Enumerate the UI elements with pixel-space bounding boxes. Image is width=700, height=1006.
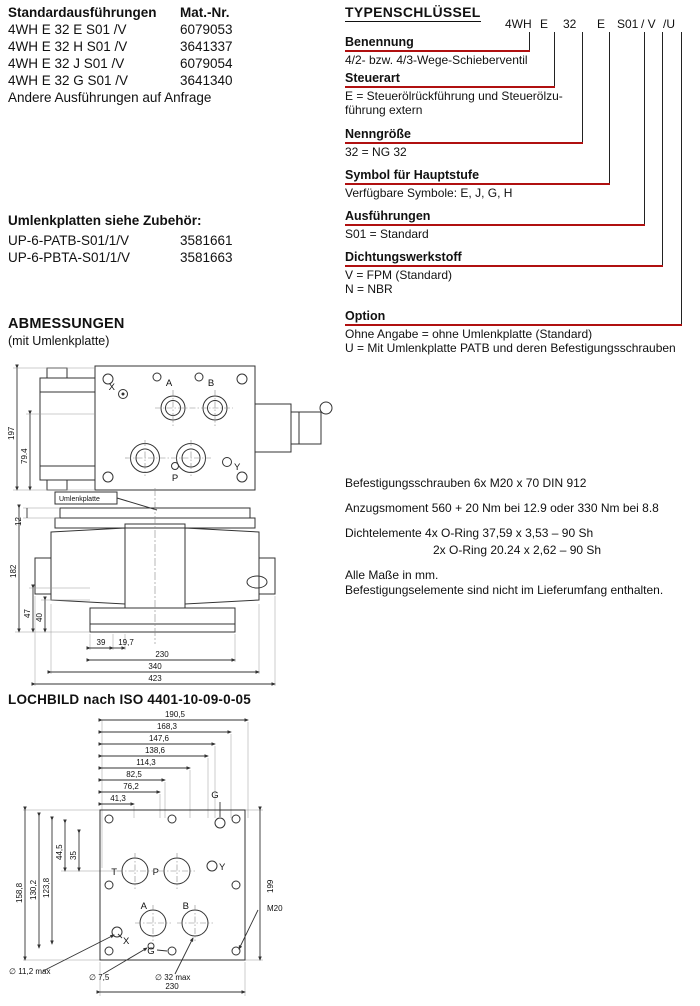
dim-76-2: 76,2 — [123, 782, 139, 791]
section-description: U = Mit Umlenkplatte PATB und deren Befestigungsschrauben — [345, 341, 676, 355]
port-label-p: P — [152, 867, 159, 878]
dim-230: 230 — [155, 650, 169, 659]
dim-40: 40 — [35, 613, 44, 622]
section-label-option: Option — [345, 309, 386, 323]
section-description: 32 = NG 32 — [345, 145, 407, 159]
part-number: 3581663 — [180, 250, 233, 265]
dim-44-5: 44,5 — [55, 844, 64, 860]
standard-versions-title: Standardausführungen — [8, 5, 157, 20]
type-key-connector-line — [529, 32, 530, 52]
dim-41-3: 41,3 — [110, 794, 126, 803]
dim-147-6: 147,6 — [148, 734, 170, 743]
section-description: Ohne Angabe = ohne Umlenkplatte (Standard) — [345, 327, 593, 341]
section-underline — [345, 142, 583, 144]
note-screws: Befestigungsschrauben 6x M20 x 70 DIN 912 — [345, 476, 587, 490]
dim-197: 197 — [7, 426, 16, 440]
port-label-t: T — [111, 867, 117, 878]
table-row — [8, 55, 233, 72]
port-label-a: A — [165, 378, 173, 389]
type-key-connector-line — [644, 32, 645, 226]
part-number: 3641337 — [180, 39, 233, 54]
hole-pattern-drawing — [5, 708, 345, 1004]
section-description: führung extern — [345, 103, 423, 117]
part-number: 6079054 — [180, 56, 233, 71]
note-seals-1: Dichtelemente 4x O-Ring 37,59 x 3,53 – 90 Sh — [345, 526, 594, 540]
valve-top-view — [40, 366, 332, 490]
port-label-y: Y — [234, 462, 241, 473]
section-label-symbol: Symbol für Hauptstufe — [345, 168, 480, 182]
dim-82-5: 82,5 — [126, 770, 142, 779]
deflector-plates-title: Umlenkplatten siehe Zubehör: — [8, 213, 202, 228]
dimensions-drawing — [5, 352, 345, 692]
dim-190-5: 190,5 — [164, 710, 186, 719]
section-underline — [345, 265, 663, 267]
dim-114-3: 114,3 — [136, 758, 156, 767]
type-key-token-nenngroesse: 32 — [563, 17, 577, 31]
table-row — [8, 38, 233, 55]
dim-39: 39 — [96, 638, 106, 647]
section-description: N = NBR — [345, 282, 393, 296]
note-scope: Befestigungselemente sind nicht im Lieferumfang enthalten. — [345, 583, 664, 597]
section-label-nenngroesse: Nenngröße — [345, 127, 411, 141]
section-underline — [345, 86, 555, 88]
section-underline — [345, 324, 682, 326]
section-description: V = FPM (Standard) — [345, 268, 453, 282]
port-label-x: X — [123, 936, 130, 947]
type-key-connector-line — [681, 32, 682, 326]
section-underline — [345, 183, 610, 185]
type-key-token-ausfuehrung: S01 — [617, 17, 639, 31]
dim-79-4: 79.4 — [20, 448, 29, 464]
part-code: 4WH E 32 G S01 /V — [8, 73, 129, 88]
part-code: UP-6-PBTA-S01/1/V — [8, 250, 131, 265]
callout-dia-7-5: ∅ 7,5 — [89, 973, 110, 982]
table-row — [8, 72, 233, 89]
port-label-p: P — [171, 473, 179, 484]
port-label-g-top: G — [211, 790, 219, 801]
section-description: Verfügbare Symbole: E, J, G, H — [345, 186, 513, 200]
dim-35: 35 — [69, 851, 78, 860]
part-number: 3641340 — [180, 73, 233, 88]
type-key-connector-line — [554, 32, 555, 88]
type-key-token-dichtung: / V — [641, 17, 656, 31]
table-row — [8, 21, 233, 38]
section-description: 4/2- bzw. 4/3-Wege-Schieberventil — [345, 53, 528, 67]
thread-callout-m20: M20 — [267, 904, 283, 913]
dim-138-6: 138,6 — [144, 746, 166, 755]
table-row — [8, 249, 233, 266]
dim-12: 12 — [14, 517, 23, 526]
part-code: 4WH E 32 H S01 /V — [8, 39, 128, 54]
type-key-token-benennung: 4WH — [505, 17, 532, 31]
side-dim-lines — [25, 802, 260, 992]
top-view-dim-lines — [13, 368, 95, 490]
note-seals-2: 2x O-Ring 20.24 x 2,62 – 90 Sh — [433, 543, 602, 557]
section-label-dichtungswerkstoff: Dichtungswerkstoff — [345, 250, 462, 264]
section-description: E = Steuerölrückführung und Steuerölzu- — [345, 89, 563, 103]
dim-158-8: 158,8 — [15, 882, 24, 903]
type-key-connector-line — [582, 32, 583, 144]
port-label-x: X — [108, 382, 115, 393]
section-underline — [345, 50, 530, 52]
note-units: Alle Maße in mm. — [345, 568, 439, 582]
callout-dia-11-2: ∅ 11,2 max — [9, 967, 51, 976]
dimensions-title: ABMESSUNGEN — [8, 316, 125, 332]
section-label-ausfuehrungen: Ausführungen — [345, 209, 431, 223]
section-underline — [345, 224, 645, 226]
standard-versions-section — [8, 4, 233, 106]
table-header-row — [8, 4, 233, 21]
front-view-dim-lines — [15, 508, 275, 686]
part-code: 4WH E 32 E S01 /V — [8, 22, 127, 37]
port-label-b: B — [207, 378, 215, 389]
type-key-connector-line — [609, 32, 610, 185]
dim-47: 47 — [23, 609, 32, 618]
note-torque: Anzugsmoment 560 + 20 Nm bei 12.9 oder 330 Nm bei 8.8 — [345, 501, 659, 515]
type-key-section — [345, 4, 698, 356]
dim-bottom-230: 230 — [165, 982, 179, 991]
umlenkplatte-callout: Umlenkplatte — [59, 496, 100, 503]
port-label-g-bottom: G — [147, 946, 155, 957]
port-label-a: A — [140, 901, 147, 912]
type-key-token-symbol: E — [597, 17, 606, 31]
table-row — [8, 232, 233, 249]
part-code: 4WH E 32 J S01 /V — [8, 56, 125, 71]
dim-182: 182 — [9, 564, 18, 578]
type-key-token-steuerart: E — [540, 17, 549, 31]
callout-dia-32: ∅ 32 max — [155, 973, 191, 982]
dim-123-8: 123,8 — [42, 877, 51, 898]
port-label-y: Y — [219, 862, 226, 873]
section-label-steuerart: Steuerart — [345, 71, 400, 85]
mat-nr-header: Mat.-Nr. — [180, 5, 230, 20]
part-code: UP-6-PATB-S01/1/V — [8, 233, 130, 248]
type-key-connector-line — [662, 32, 663, 267]
dim-199: 199 — [266, 879, 275, 893]
port-label-b: B — [182, 901, 189, 912]
deflector-plates-section — [8, 212, 233, 266]
availability-note: Andere Ausführungen auf Anfrage — [8, 90, 212, 105]
part-number: 6079053 — [180, 22, 233, 37]
part-number: 3581661 — [180, 233, 233, 248]
dimensions-subtitle: (mit Umlenkplatte) — [8, 334, 110, 348]
section-label-benennung: Benennung — [345, 35, 414, 49]
dim-423: 423 — [148, 674, 162, 683]
dim-19-7: 19,7 — [118, 638, 134, 647]
section-description: S01 = Standard — [345, 227, 429, 241]
type-key-title: TYPENSCHLÜSSEL — [345, 4, 481, 20]
dim-168-3: 168,3 — [156, 722, 178, 731]
type-key-token-option: /U — [663, 17, 675, 31]
dim-340: 340 — [148, 662, 162, 671]
top-dim-chain — [102, 720, 248, 804]
dim-130-2: 130,2 — [29, 879, 38, 900]
hole-pattern-title: LOCHBILD nach ISO 4401-10-09-0-05 — [8, 692, 251, 707]
